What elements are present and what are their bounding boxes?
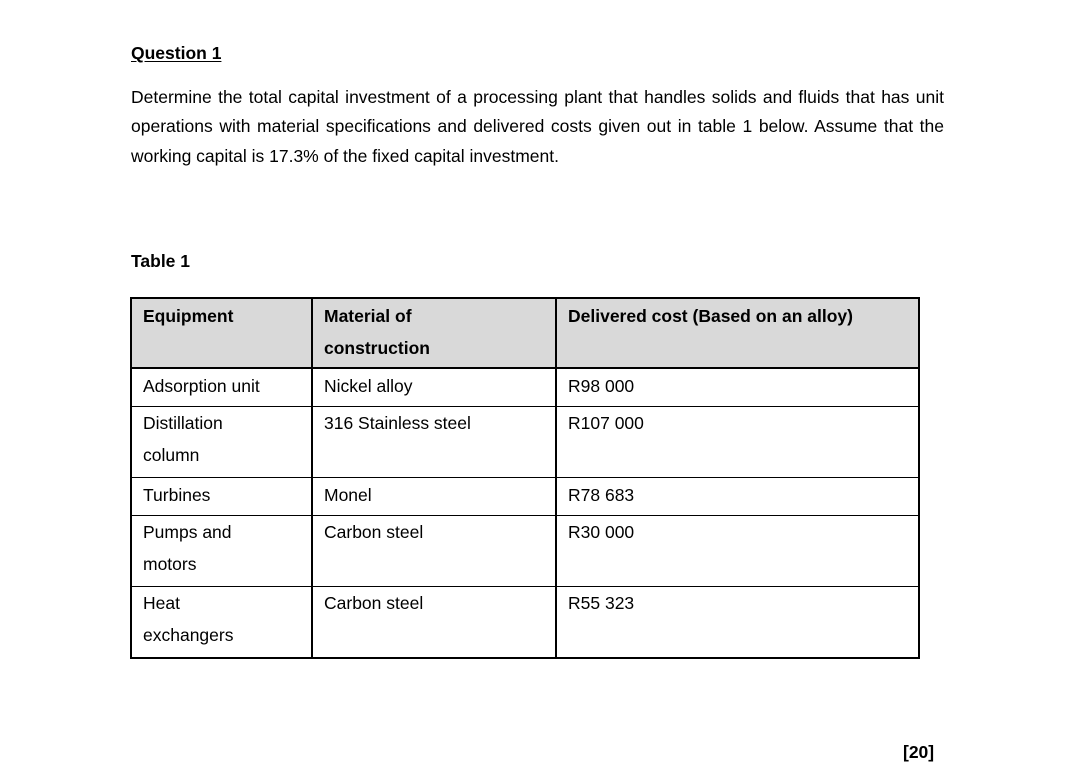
cell-cost: R78 683 <box>556 478 919 516</box>
cell-material: Carbon steel <box>312 587 556 659</box>
marks-total: [20] <box>903 742 935 762</box>
table-caption: Table 1 <box>131 251 191 271</box>
table-row <box>131 368 919 407</box>
cell-cost: R107 000 <box>556 407 919 478</box>
cell-equipment: Distillation column <box>131 407 312 478</box>
question-title: Question 1 <box>131 43 222 63</box>
cell-material: Nickel alloy <box>312 368 556 407</box>
equipment-table <box>130 297 920 659</box>
cell-cost: R55 323 <box>556 587 919 659</box>
cell-material: 316 Stainless steel <box>312 407 556 478</box>
header-delivered-cost: Delivered cost (Based on an alloy) <box>556 298 919 368</box>
header-equipment: Equipment <box>131 298 312 368</box>
cell-cost: R30 000 <box>556 516 919 587</box>
table-header-row <box>131 298 919 368</box>
cell-cost: R98 000 <box>556 368 919 407</box>
cell-equipment: Heat exchangers <box>131 587 312 659</box>
table-row <box>131 478 919 516</box>
cell-material: Carbon steel <box>312 516 556 587</box>
table-row <box>131 516 919 587</box>
cell-equipment: Adsorption unit <box>131 368 312 407</box>
question-body: Determine the total capital investment of a processing plant that handles solids and fluids that has unit operations with material specifications and delivered costs given out in table 1 below. Assume that the working capital is 17.3% of the fixed capital investment. <box>131 87 944 166</box>
cell-material: Monel <box>312 478 556 516</box>
header-material: Material of construction <box>312 298 556 368</box>
table-row <box>131 407 919 478</box>
cell-equipment: Turbines <box>131 478 312 516</box>
cell-equipment: Pumps and motors <box>131 516 312 587</box>
table-row <box>131 587 919 659</box>
